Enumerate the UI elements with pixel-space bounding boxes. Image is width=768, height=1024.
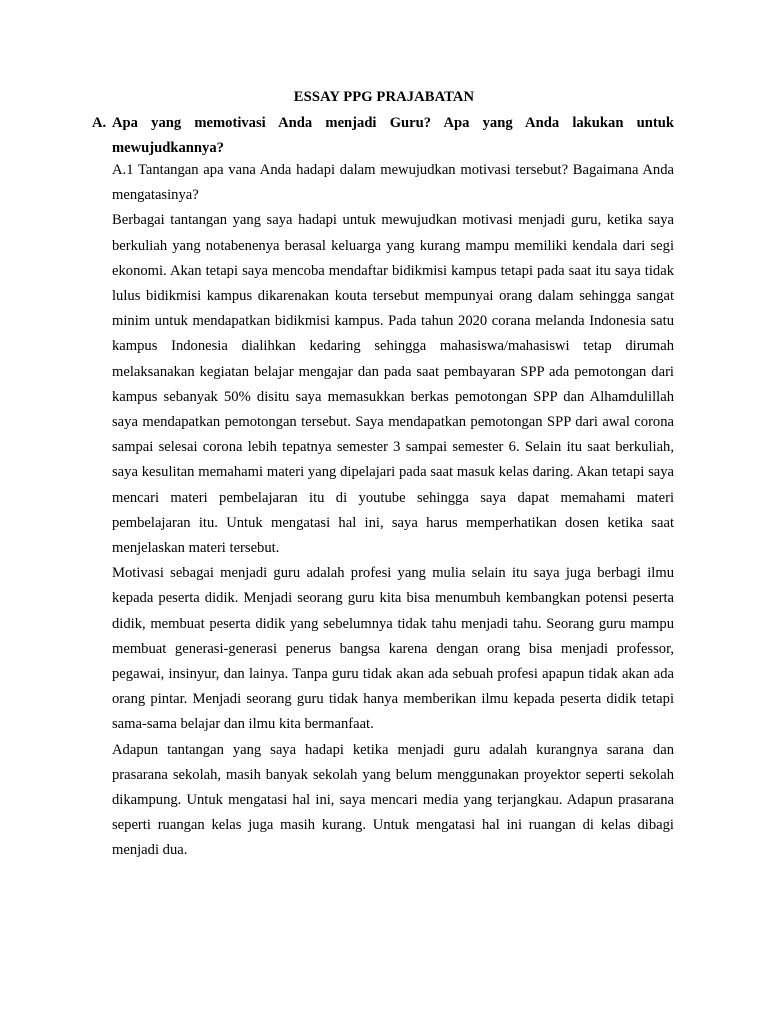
question-text: Apa yang memotivasi Anda menjadi Guru? Apa yang Anda lakukan untuk mewujudkannya?	[112, 115, 674, 157]
sub-question-paragraph: A.1 Tantangan apa vana Anda hadapi dalam mewujudkan motivasi tersebut? Bagaimana Anda mengatasinya?	[112, 162, 674, 204]
document-title: ESSAY PPG PRAJABATAN	[293, 89, 475, 105]
question-marker: A.	[92, 115, 107, 131]
body-paragraph: Motivasi sebagai menjadi guru adalah profesi yang mulia selain itu saya juga berbagi ilmu kepada peserta didik. Menjadi seorang guru kita bisa menumbuh kembangkan potensi peserta didik, membuat peserta didik yang sebelumnya tidak tahu menjadi tahu. Seorang guru mampu membuat generasi-generasi penerus bangsa karena dengan orang bisa menjadi professor, pegawai, insinyur, dan lainya. Tanpa guru tidak akan ada sebuah profesi apapun tidak akan ada orang pintar. Menjadi seorang guru tidak hanya memberikan ilmu kepada peserta didik tetapi sama-sama belajar dan ilmu kita bermanfaat.	[112, 565, 674, 733]
question-heading	[92, 111, 674, 161]
essay-body	[112, 158, 674, 864]
body-paragraph: Adapun tantangan yang saya hadapi ketika menjadi guru adalah kurangnya sarana dan prasarana sekolah, masih banyak sekolah yang belum menggunakan proyektor seperti sekolah dikampung. Untuk mengatasi hal ini, saya mencari media yang terjangkau. Adapun prasarana seperti ruangan kelas juga masih kurang. Untuk mengatasi hal ini ruangan di kelas dibagi menjadi dua.	[112, 741, 674, 859]
body-paragraph: Berbagai tantangan yang saya hadapi untuk mewujudkan motivasi menjadi guru, ketika saya berkuliah yang notabenenya berasal keluarga yang kurang mampu memiliki kendala dari segi ekonomi. Akan tetapi saya mencoba mendaftar bidikmisi kampus tetapi pada saat itu saya tidak lulus bidikmisi kampus dikarenakan kouta tersebut mempunyai orang dalam sehingga sangat minim untuk mendapatkan bidikmisi kampus. Pada tahun 2020 corana melanda Indonesia satu kampus Indonesia dialihkan kedaring sehingga mahasiswa/mahasiswi tetap dirumah melaksanakan kegiatan belajar mengajar dan pada saat pembayaran SPP ada pemotongan dari kampus sebanyak 50% disitu saya memasukkan berkas pemotongan SPP dan Alhamdulillah saya mendapatkan pemotongan tersebut. Saya mendapatkan pemotongan SPP dari awal corona sampai selesai corona lebih tepatnya semester 3 sampai semester 6. Selain itu saat berkuliah, saya kesulitan memahami materi yang dipelajari pada saat masuk kelas daring. Akan tetapi saya mencari materi pembelajaran itu di youtube sehingga saya dapat memahami materi pembelajaran itu. Untuk mengatasi hal ini, saya harus memperhatikan dosen ketika saat menjelaskan materi tersebut.	[112, 212, 674, 557]
